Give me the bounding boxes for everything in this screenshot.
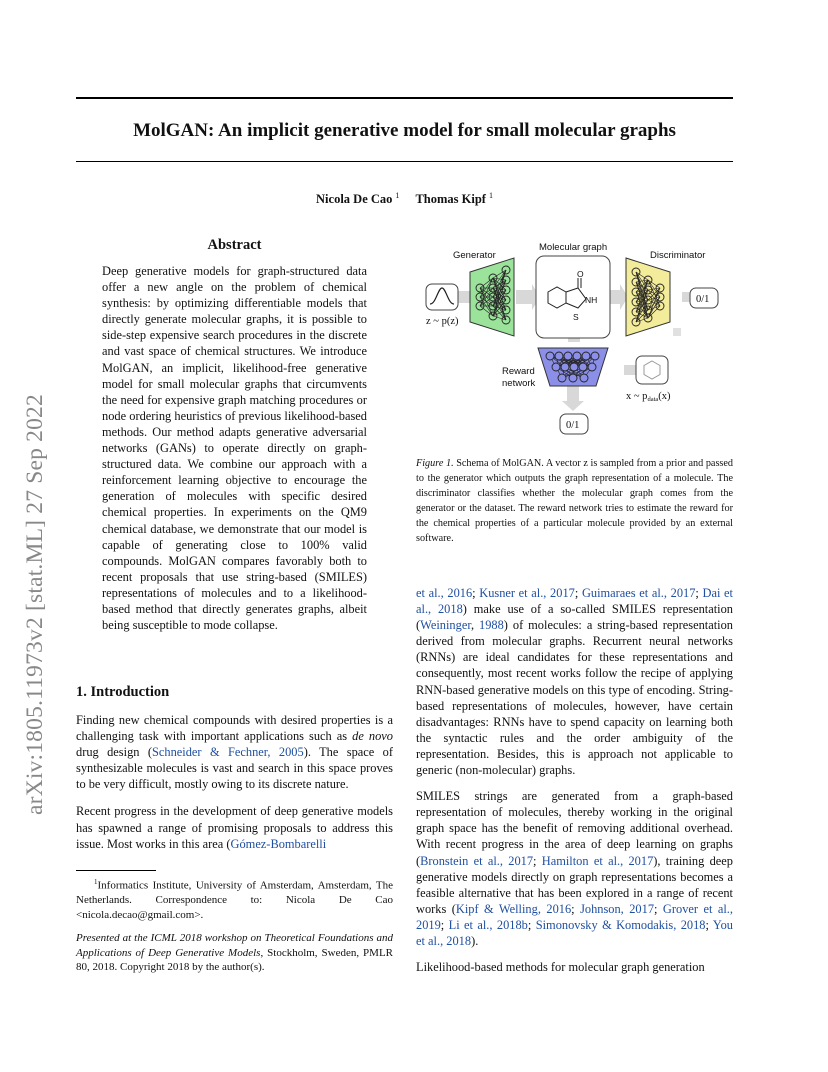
atom-label: S [573,312,579,322]
network-node [569,374,577,382]
citation-link[interactable]: You et al., 2018 [416,917,733,948]
abstract-paragraph: Deep generative models for graph-structured data offer a new angle on the problem of chemical synthesis: by optimizing differentiable models that directly generate molecular graphs, it is possible to side-step expensive search procedures in the discrete and vast space of chemical structures. We introduce MolGAN, an implicit, likelihood-free generative model for small molecular graphs that circumvents the need for expensive graph matching procedures or node ordering heuristics of previous likelihood-based methods. Our method adapts generative adversarial networks (GANs) to operate directly on graph-structured data. We combine our approach with a reinforcement learning objective to encourage the generation of molecules with specific desired chemical properties. In experiments on the QM9 chemical database, we demonstrate that our model is capable of generating close to 100% valid compounds. MolGAN compares favorably both to recent proposals that use string-based (SMILES) representations of molecules and to a likelihood-based method that directly generates graphs, albeit being susceptible to mode collapse. [102,264,367,633]
citation-link[interactable]: Kipf & Welling, 2016 [455,901,572,916]
intro-paragraph-2 [76,803,393,851]
text-span: Recent progress in the development of deep generative models has spawned a range of promising proposals to address this issue. Most works in this area ( [76,804,393,851]
citation-link[interactable]: Li et al., 2018b [448,917,528,932]
title-bottom-rule [76,161,733,162]
citation-link[interactable]: Simonovsky & Komodakis, 2018 [535,917,706,932]
reward-label-line1: Reward [502,366,535,377]
network-node [573,352,581,360]
text-span: Finding new chemical compounds with desired properties is a challenging task with important applications such as [76,713,393,744]
text-span: ) make use of a so-called SMILES representation ( [416,602,733,633]
abstract-heading: Abstract [207,237,262,253]
network-node [591,352,599,360]
flow-arrow [562,384,584,411]
venue-details: , Stockholm, Sweden, PMLR 80, 2018. Copyright 2018 by the author(s). [76,946,393,973]
text-span: ; [527,917,536,932]
citation-link[interactable]: Guimaraes et al., 2017 [581,586,696,600]
network-node [564,352,572,360]
atom-label: NH [585,295,598,305]
caption-label: Figure 1. [416,458,454,469]
molecular-graph-label: Molecular graph [539,242,608,253]
text-span: SMILES strings are generated from a graph-based representation of molecules, thereby working in the original graph space has the benefit of removing additional overhead. With recent progress in the area of deep learning on graphs ( [416,789,733,868]
noise-prior-label: z ~ p(z) [426,316,459,327]
body-paragraph [416,585,733,778]
author-affiliation: 1 [488,191,493,200]
network-node [561,363,569,371]
body-paragraph: Likelihood-based methods for molecular graph generation [416,960,705,975]
footnote-rule [76,870,156,871]
text-span: ) of molecules: a string-based representation derived from molecular graphs. Recurrent neural networks (RNNs) are ideal candidates for these representations and consequently, most recent works follow the recipe of applying RNN-based generative models on this type of encoding. String-based representations of molecules, however, have certain disadvantages: RNNs have to spend capacity on learning both the syntactic rules and the order ambiguity of the representation. Besides, this is approach not applicable to generic (non-molecular) graphs. [416,618,733,778]
venue-note [76,931,393,975]
network-node [546,352,554,360]
network-node [579,363,587,371]
text-span: ; [571,901,581,916]
network-node [582,352,590,360]
citation-link[interactable]: Weininger [420,618,471,633]
caption-body: Schema of MolGAN. A vector z is sampled from a prior and passed to the generator which outputs the graph representation of a molecule. The discriminator classifies whether the molecular graph comes from the generator or the dataset. The reward network tries to estimate the reward for the chemical properties of a particular molecule provided by an external software. [416,458,733,544]
citation-link[interactable]: Dai et al., 2018 [416,586,733,617]
figure-caption [416,456,733,546]
citation-link[interactable]: Bronstein et al., 2017 [420,853,534,868]
text-span: ), training deep generative models directly on graph representations becomes a feasible alternative that has been explored in a range of recent works ( [416,853,733,916]
citation-link[interactable]: 1988 [479,618,504,633]
discriminator-label: Discriminator [650,250,706,261]
text-span: ; [654,901,663,916]
reward-label-line2: network [502,378,536,389]
author-name: Thomas Kipf [415,192,486,206]
citation-link[interactable]: Johnson, 2017 [580,901,655,916]
citation-link[interactable]: et al., 2016 [416,586,473,600]
network-node [588,363,596,371]
generator-label: Generator [453,250,496,261]
abstract-text [102,263,367,633]
right-column-text [416,585,733,975]
network-node [580,374,588,382]
text-span: ; [472,586,480,600]
text-span: ). [471,933,479,948]
title-top-rule [76,97,733,99]
citation-link[interactable]: Grover et al., 2019 [416,901,733,932]
text-span: ; [574,586,582,600]
atom-label: O [577,269,584,279]
data-distribution-label: x ~ pdata(x) [626,391,671,403]
molecular-graph-box [536,256,610,338]
citation-link[interactable]: Schneider & Fechner, 2005 [152,745,304,760]
arxiv-stamp: arXiv:1805.11973v2 [stat.ML] 27 Sep 2022 [22,394,48,815]
caption-text [416,456,733,546]
text-span: ; [705,917,713,932]
network-node [555,352,563,360]
text-span: ; [533,853,542,868]
venue-note-text [76,931,393,975]
section-heading-introduction: 1. Introduction [76,684,170,700]
reward-output-label: 0/1 [566,420,580,431]
author-name: Nicola De Cao [316,192,393,206]
footnote-mark: 1 [94,878,98,886]
author-affiliation: 1 [395,191,400,200]
network-node [558,374,566,382]
venue-name: Presented at the ICML 2018 workshop on Theoretical Foundations and Applications of Deep Generative Models [76,932,393,959]
discriminator-output-label: 0/1 [696,294,710,305]
introduction-text [76,712,393,852]
text-span: ). The space of synthesizable molecules is vast and search in this space proves to be very difficult, mostly owing to its discrete nature. [76,745,393,792]
body-paragraph [416,788,733,949]
network-node [570,363,578,371]
author-list [76,191,733,207]
footnote-text [76,875,393,922]
figure-molgan-schema [418,236,734,440]
citation-link[interactable]: Hamilton et al., 2017 [541,853,654,868]
text-span: , [470,618,480,633]
emphasis-text: de novo [352,729,393,744]
text-span: ; [695,586,703,600]
dataset-box [636,356,668,384]
footnote [76,875,393,922]
citation-link[interactable]: Gómez-Bombarelli [230,836,327,851]
figure-diagram [418,236,734,440]
text-span: drug design ( [76,745,152,760]
flow-arrow [610,284,628,310]
flow-arrow [673,328,681,336]
citation-link[interactable]: Kusner et al., 2017 [479,586,575,600]
paper-title: MolGAN: An implicit generative model for small molecular graphs [133,120,676,141]
footnote-body: Informatics Institute, University of Amsterdam, Amsterdam, The Netherlands. Correspondence to: Nicola De Cao <nicola.decao@gmail.com>. [76,879,393,921]
intro-paragraph-1 [76,712,393,792]
text-span: ; [440,917,449,932]
network-node [552,363,560,371]
